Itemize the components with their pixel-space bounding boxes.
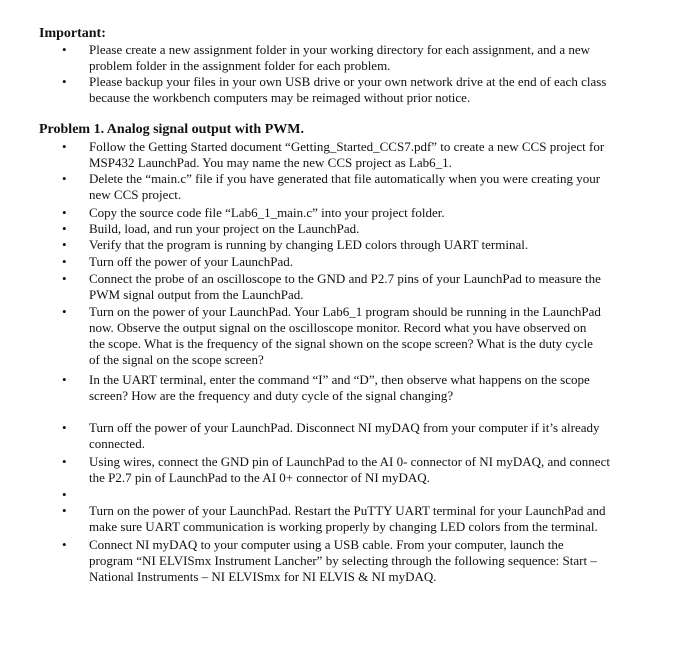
item-text: Connect the probe of an oscilloscope to the GND and P2.7 pins of your LaunchPad to measure the PWM signal output from the LaunchPad. [89,271,601,302]
important-heading: Important: [39,26,106,41]
bullet-icon: • [62,304,67,319]
item-text: Follow the Getting Started document “Getting_Started_CCS7.pdf” to create a new CCS project for MSP432 LaunchPad. You may name the new CCS project as Lab6_1. [89,139,605,170]
item-text: Turn on the power of your LaunchPad. Restart the PuTTY UART terminal for your LaunchPad and make sure UART communication is working properly by changing LED colors from the terminal. [89,503,606,534]
bullet-icon: • [62,454,67,469]
bullet-icon: • [62,271,67,286]
item-text: Turn on the power of your LaunchPad. Your Lab6_1 program should be running in the LaunchPad now. Observe the output signal on the oscilloscope monitor. Record what you have observed on the scope. What is the frequency of the signal shown on the scope screen? What is the duty cycle of the signal on the scope screen? [89,304,601,367]
bullet-icon: • [62,420,67,435]
item-text: Using wires, connect the GND pin of LaunchPad to the AI 0- connector of NI myDAQ, and connect the P2.7 pin of LaunchPad to the AI 0+ connector of NI myDAQ. [89,454,610,485]
item-text: Build, load, and run your project on the LaunchPad. [89,221,360,236]
bullet-icon: • [62,254,67,269]
item-text: In the UART terminal, enter the command “I” and “D”, then observe what happens on the scope screen? How are the frequency and duty cycle of the signal changing? [89,372,590,403]
bullet-icon: • [62,487,67,502]
bullet-icon: • [62,171,67,186]
item-text: Turn off the power of your LaunchPad. Disconnect NI myDAQ from your computer if it’s already connected. [89,420,600,451]
item-text: Verify that the program is running by changing LED colors through UART terminal. [89,237,529,252]
bullet-icon: • [62,503,67,518]
bullet-icon: • [62,139,67,154]
item-text: Copy the source code file “Lab6_1_main.c” into your project folder. [89,205,445,220]
problem1-heading: Problem 1. Analog signal output with PWM. [39,122,304,137]
bullet-icon: • [62,205,67,220]
bullet-icon: • [62,74,67,89]
item-text: Connect NI myDAQ to your computer using a USB cable. From your computer, launch the program “NI ELVISmx Instrument Lancher” by selecting through the following sequence: Start – National Instruments – NI ELVISmx for NI ELVIS & NI myDAQ. [89,537,597,584]
bullet-icon: • [62,42,67,57]
item-text: Delete the “main.c” file if you have generated that file automatically when you were creating your new CCS project. [89,171,601,202]
item-text: Please create a new assignment folder in your working directory for each assignment, and a new problem folder in the assignment folder for each problem. [89,42,591,73]
item-text: Turn off the power of your LaunchPad. [89,254,293,269]
bullet-icon: • [62,237,67,252]
bullet-icon: • [62,537,67,552]
bullet-icon: • [62,372,67,387]
bullet-icon: • [62,221,67,236]
item-text: Please backup your files in your own USB drive or your own network drive at the end of each class because the workbench computers may be reimaged without prior notice. [89,74,607,105]
